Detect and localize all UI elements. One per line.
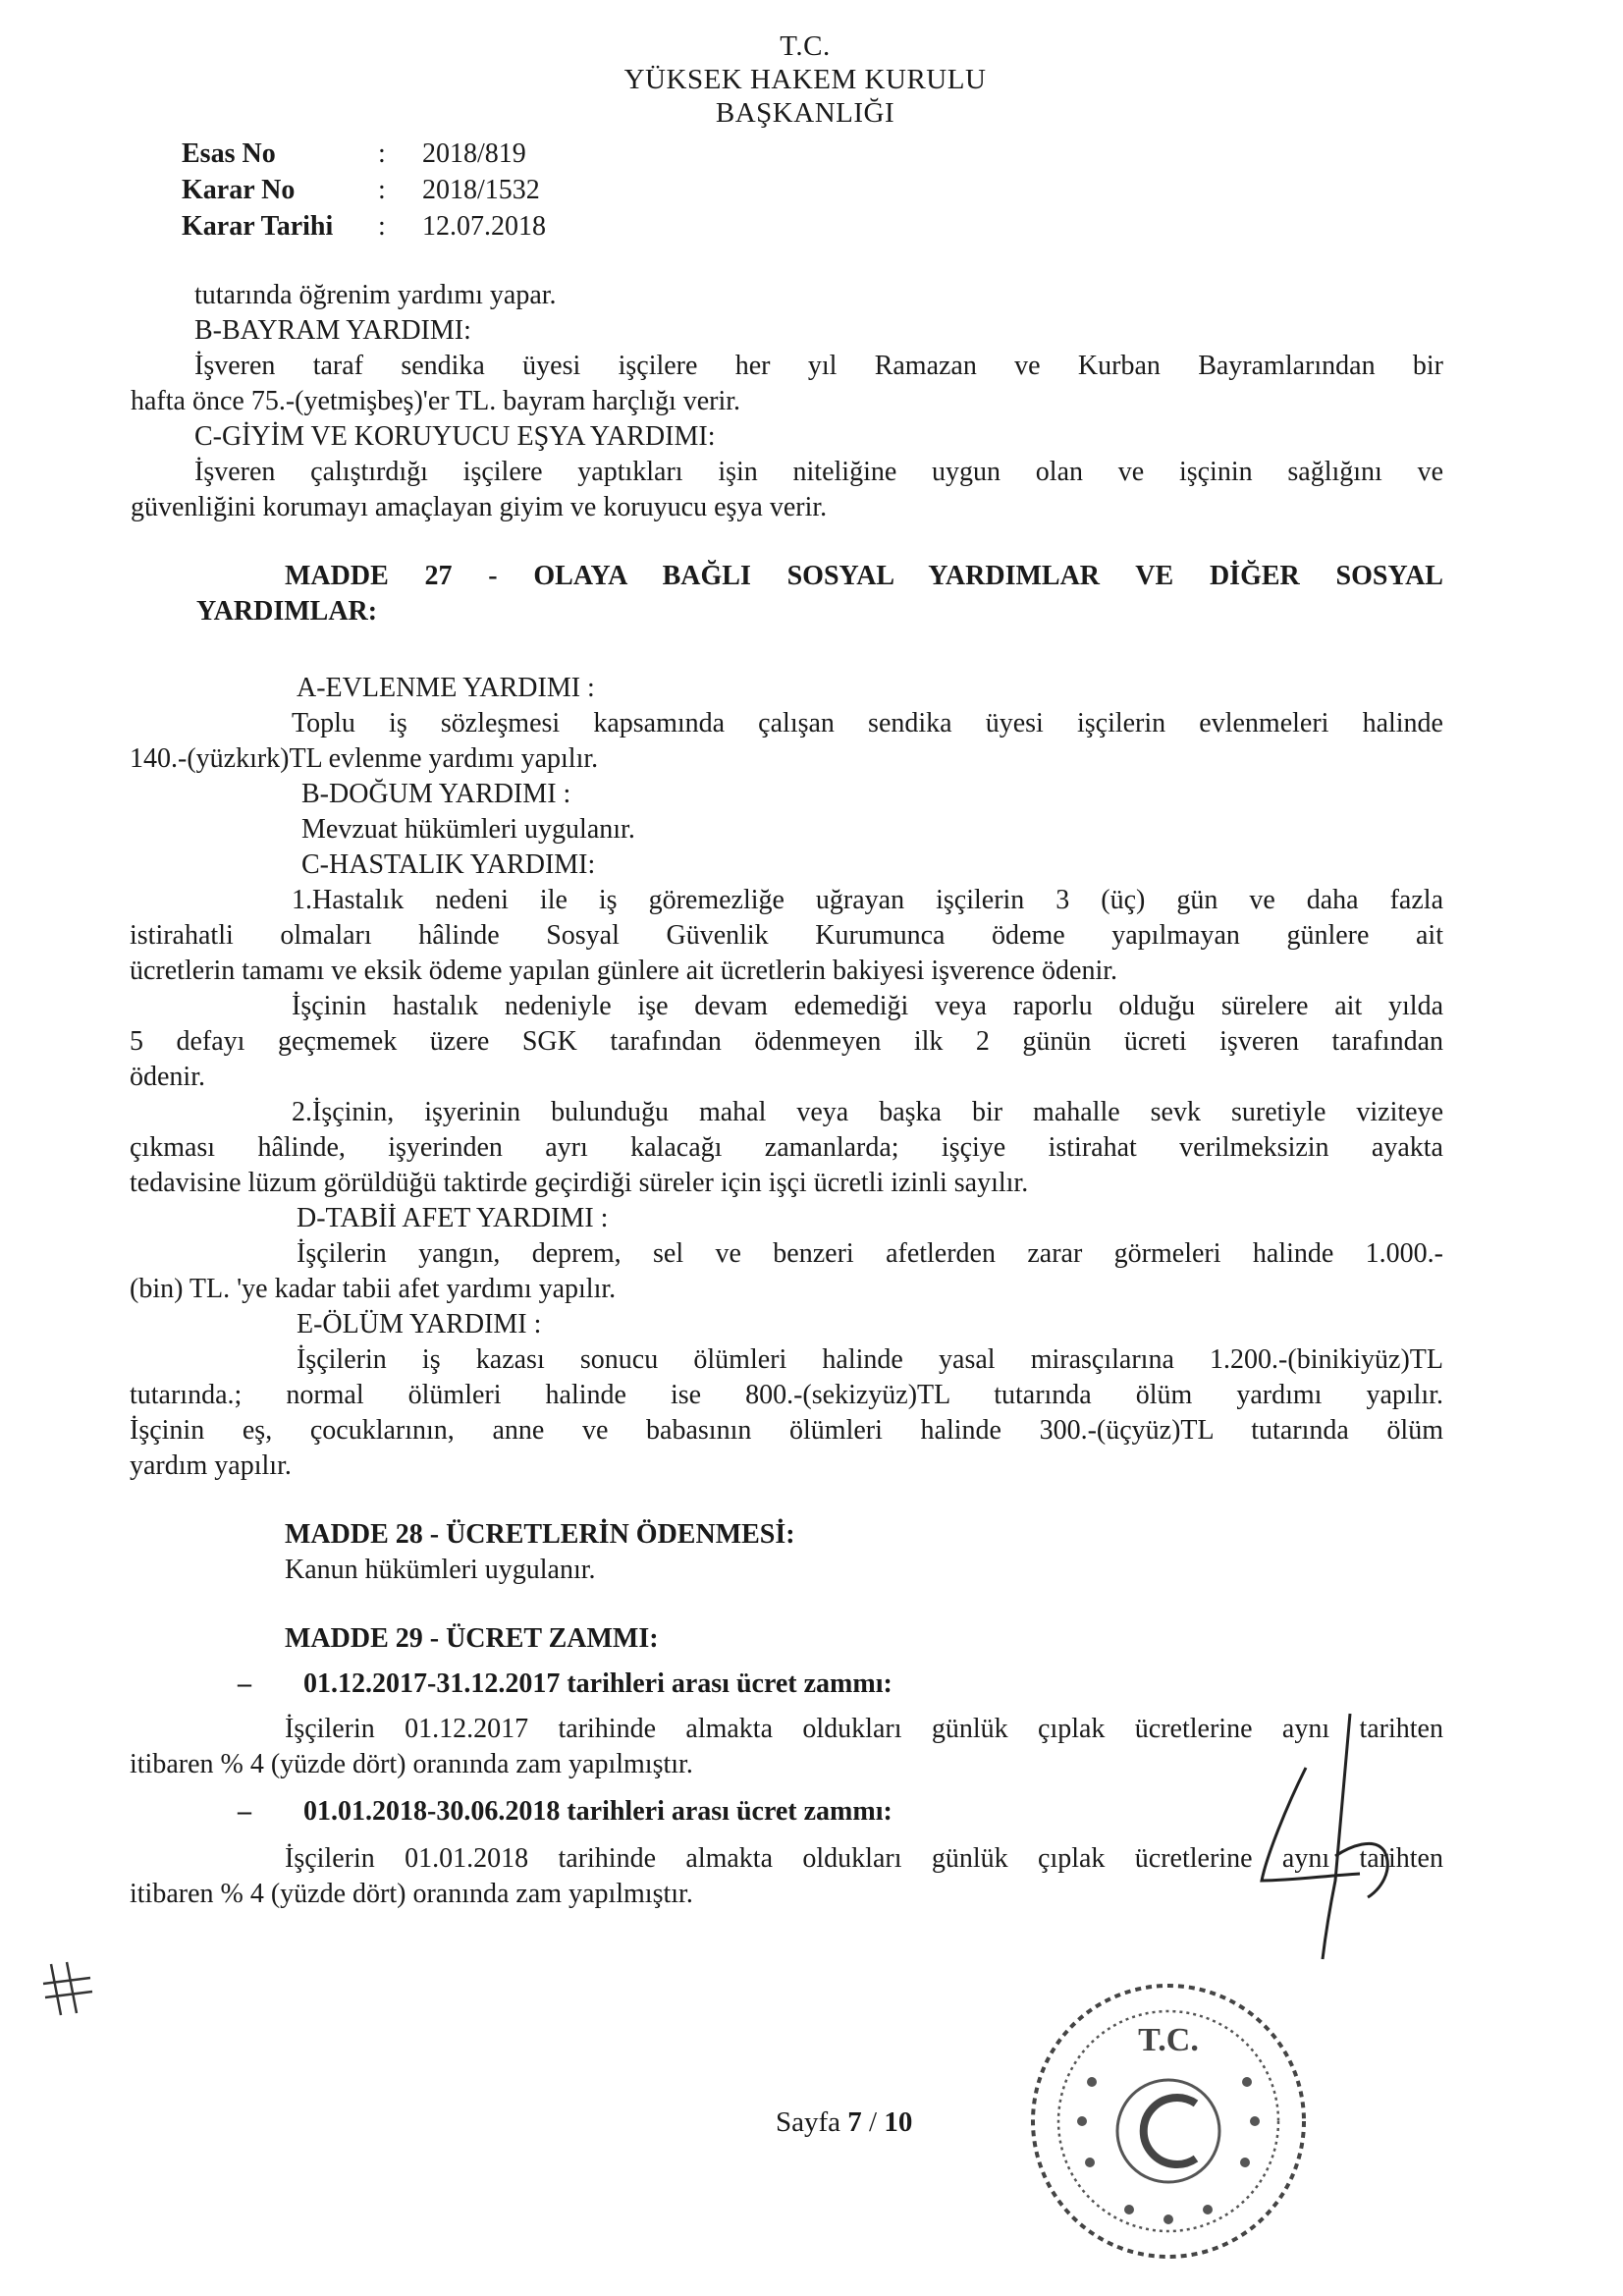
stamp-text: T.C.	[1138, 2022, 1199, 2058]
handwritten-signature	[1232, 1709, 1409, 1964]
paragraph-line: İşçinin eş, çocuklarının, anne ve babasının ölümleri halinde 300.-(üçyüz)TL tutarında ölüm	[130, 1415, 1443, 1446]
paragraph-line: 140.-(yüzkırk)TL evlenme yardımı yapılır.	[130, 743, 599, 774]
paragraph-line: çıkması hâlinde, işyerinden ayrı kalacağı zamanlarda; işçiye istirahat verilmeksizin ayakta	[130, 1132, 1443, 1163]
paragraph-line: 1.Hastalık nedeni ile iş göremezliğe uğrayan işçilerin 3 (üç) gün ve daha fazla	[292, 885, 1443, 915]
paragraph-line: 5 defayı geçmemek üzere SGK tarafından ödenmeyen ilk 2 günün ücreti işveren tarafından	[130, 1026, 1443, 1057]
case-number-colon: :	[378, 138, 386, 169]
header-institution: YÜKSEK HAKEM KURULU	[623, 64, 987, 95]
paragraph-line: İşveren taraf sendika üyesi işçilere her yıl Ramazan ve Kurban Bayramlarından bir	[194, 351, 1443, 381]
section-title-evlenme: A-EVLENME YARDIMI :	[297, 673, 595, 703]
decision-date-label: Karar Tarihi	[182, 211, 334, 242]
page-separator: /	[861, 2106, 885, 2138]
section-title-afet: D-TABİİ AFET YARDIMI :	[297, 1203, 609, 1233]
section-title-hastalik: C-HASTALIK YARDIMI:	[301, 849, 596, 880]
paragraph-line: Toplu iş sözleşmesi kapsamında çalışan sendika üyesi işçilerin evlenmeleri halinde	[292, 708, 1443, 738]
paragraph-line: ücretlerin tamamı ve eksik ödeme yapılan günlere ait ücretlerin bakiyesi işverence ödenir.	[130, 956, 1118, 986]
paragraph-line: İşveren çalıştırdığı işçilere yaptıkları işin niteliğine uygun olan ve işçinin sağlığını ve	[194, 457, 1443, 487]
page-number	[776, 2106, 912, 2139]
article-27-heading: MADDE 27 - OLAYA BAĞLI SOSYAL YARDIMLAR VE DİĞER SOSYAL	[285, 561, 1443, 591]
page-total: 10	[884, 2106, 913, 2138]
section-title-olum: E-ÖLÜM YARDIMI :	[297, 1309, 542, 1339]
decision-date-row	[182, 208, 546, 245]
raise-period-1-title: 01.12.2017-31.12.2017 tarihleri arası ücret zammı:	[303, 1668, 893, 1699]
header-country: T.C.	[780, 30, 831, 62]
case-number-label: Esas No	[182, 138, 276, 169]
paragraph-line: ödenir.	[130, 1062, 205, 1092]
decision-number-colon: :	[378, 175, 386, 205]
paragraph-line: yardım yapılır.	[130, 1450, 292, 1481]
case-number-row	[182, 136, 546, 172]
paragraph-line: tutarında.; normal ölümleri halinde ise 800.-(sekizyüz)TL tutarında ölüm yardımı yapılır.	[130, 1380, 1443, 1410]
page-label: Sayfa	[776, 2106, 841, 2138]
paragraph-line: tedavisine lüzum görüldüğü taktirde geçirdiği süreler için işçi ücretli izinli sayılır.	[130, 1168, 1029, 1198]
section-title-dogum: B-DOĞUM YARDIMI :	[301, 779, 571, 809]
official-seal-stamp	[1021, 1974, 1316, 2269]
decision-number-row	[182, 172, 546, 208]
paragraph-line: hafta önce 75.-(yetmişbeş)'er TL. bayram harçlığı verir.	[131, 386, 741, 416]
raise-period-2-title: 01.01.2018-30.06.2018 tarihleri arası ücret zammı:	[303, 1796, 893, 1827]
paragraph-line: güvenliğini korumayı amaçlayan giyim ve koruyucu eşya verir.	[131, 492, 828, 522]
paragraph-line: tutarında öğrenim yardımı yapar.	[194, 280, 557, 310]
section-title-bayram: B-BAYRAM YARDIMI:	[194, 315, 471, 346]
case-number-value: 2018/819	[422, 138, 526, 169]
paragraph-line: İşçilerin iş kazası sonucu ölümleri halinde yasal mirasçılarına 1.200.-(binikiyüz)TL	[297, 1344, 1443, 1375]
paragraph-line: (bin) TL. 'ye kadar tabii afet yardımı yapılır.	[130, 1274, 617, 1304]
paragraph-line: İşçilerin 01.12.2017 tarihinde almakta oldukları günlük çıplak ücretlerine aynı tarihten	[285, 1714, 1443, 1744]
header-department: BAŞKANLIĞI	[715, 97, 895, 129]
article-27-heading-cont: YARDIMLAR:	[196, 596, 378, 627]
bullet-dash: –	[238, 1796, 251, 1827]
paragraph-line: İşçinin hastalık nedeniyle işe devam edemediği veya raporlu olduğu sürelere ait yılda	[292, 991, 1443, 1021]
article-28-heading: MADDE 28 - ÜCRETLERİN ÖDENMESİ:	[285, 1519, 795, 1550]
case-metadata	[182, 136, 546, 245]
decision-date-colon: :	[378, 211, 386, 242]
paragraph-line: itibaren % 4 (yüzde dört) oranında zam yapılmıştır.	[130, 1749, 693, 1779]
document-body	[131, 278, 1443, 629]
paragraph-line: İşçilerin 01.01.2018 tarihinde almakta oldukları günlük çıplak ücretlerine aynı tarihten	[285, 1843, 1443, 1874]
article-29-heading: MADDE 29 - ÜCRET ZAMMI:	[285, 1623, 659, 1654]
paragraph-line: 2.İşçinin, işyerinin bulunduğu mahal veya başka bir mahalle sevk suretiyle viziteye	[292, 1097, 1443, 1127]
bullet-dash: –	[238, 1668, 251, 1699]
section-title-giyim: C-GİYİM VE KORUYUCU EŞYA YARDIMI:	[194, 421, 716, 452]
document-header	[560, 29, 1051, 130]
page-current: 7	[847, 2106, 862, 2138]
paragraph-line: Kanun hükümleri uygulanır.	[285, 1555, 596, 1585]
paragraph-line: İşçilerin yangın, deprem, sel ve benzeri afetlerden zarar görmeleri halinde 1.000.-	[297, 1238, 1443, 1269]
raise-period-1-heading	[130, 1667, 1443, 1702]
decision-number-value: 2018/1532	[422, 175, 540, 205]
initials-mark	[39, 1954, 98, 2023]
paragraph-line: itibaren % 4 (yüzde dört) oranında zam yapılmıştır.	[130, 1879, 693, 1909]
paragraph-line: Mevzuat hükümleri uygulanır.	[301, 814, 635, 845]
decision-date-value: 12.07.2018	[422, 211, 546, 242]
decision-number-label: Karar No	[182, 175, 296, 205]
paragraph-line: istirahatli olmaları hâlinde Sosyal Güvenlik Kurumunca ödeme yapılmayan günlere ait	[130, 920, 1443, 951]
